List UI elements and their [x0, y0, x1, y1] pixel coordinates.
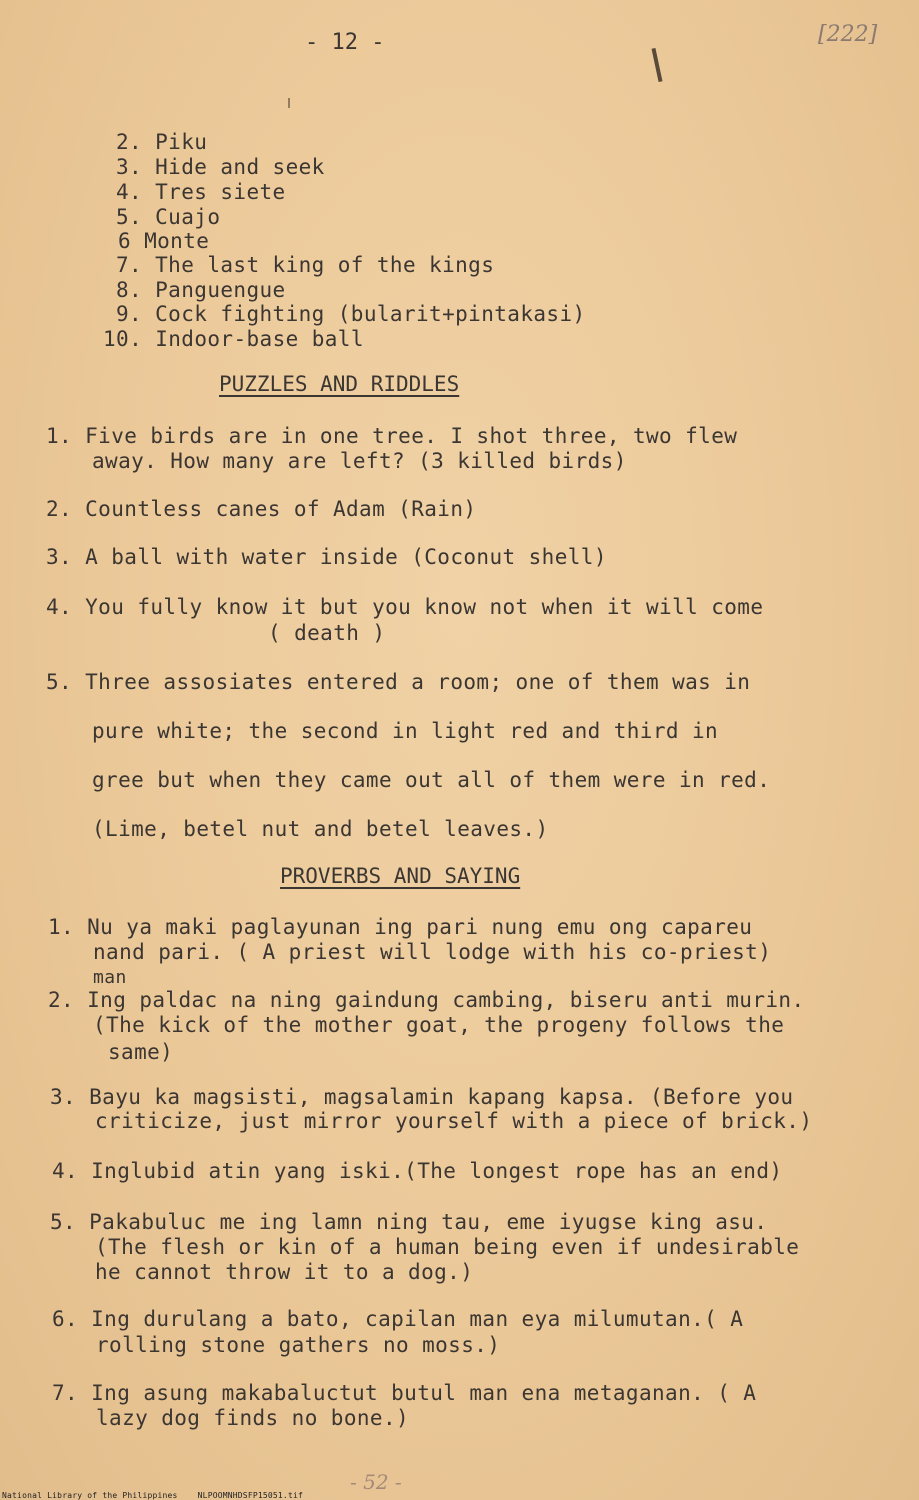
page-number: - 12 -: [305, 30, 385, 55]
ink-mark: [288, 98, 290, 108]
list-item: 10. Indoor-base ball: [103, 327, 364, 351]
ink-mark: [652, 48, 663, 82]
list-item-continuation: rolling stone gathers no moss.): [96, 1333, 501, 1357]
list-item: 4. Tres siete: [116, 180, 286, 204]
list-item-continuation: (The flesh or kin of a human being even if undesirable: [95, 1235, 800, 1259]
list-item: 3. Bayu ka magsisti, magsalamin kapang kapsa. (Before you: [50, 1085, 794, 1109]
list-item-continuation: criticize, just mirror yourself with a piece of brick.): [95, 1109, 813, 1133]
list-item-continuation: pure white; the second in light red and third in: [92, 719, 719, 743]
list-item-continuation: ( death ): [268, 621, 386, 645]
list-item: 1. Nu ya maki paglayunan ing pari nung emu ong capareu: [48, 915, 753, 939]
list-item: 4. Inglubid atin yang iski.(The longest rope has an end): [52, 1159, 783, 1183]
list-item: 7. The last king of the kings: [116, 253, 495, 277]
handwritten-reference: [222]: [818, 22, 878, 47]
scan-filename: NLPOOMNHDSFP15051.tif: [197, 1491, 304, 1500]
list-item: 2. Piku: [116, 130, 208, 154]
list-item-continuation: (Lime, betel nut and betel leaves.): [92, 817, 549, 841]
library-name: National Library of the Philippines: [2, 1491, 178, 1500]
list-item-continuation: (The kick of the mother goat, the progeny follows the: [93, 1013, 785, 1037]
list-item-continuation: lazy dog finds no bone.): [96, 1406, 410, 1430]
list-item-continuation: man: [93, 967, 127, 988]
list-item: 7. Ing asung makabaluctut butul man ena metaganan. ( A: [52, 1381, 757, 1405]
list-item: 5. Cuajo: [116, 205, 221, 229]
list-item: 6 Monte: [118, 229, 210, 253]
list-item: 2. Countless canes of Adam (Rain): [46, 497, 477, 521]
bottom-page-number: - 52 -: [350, 1470, 402, 1494]
list-item: 6. Ing durulang a bato, capilan man eya milumutan.( A: [52, 1307, 744, 1331]
list-item: 5. Three assosiates entered a room; one of them was in: [46, 670, 751, 694]
list-item-continuation: he cannot throw it to a dog.): [95, 1260, 474, 1284]
list-item: 4. You fully know it but you know not when it will come: [46, 595, 764, 619]
list-item: 3. Hide and seek: [116, 155, 325, 179]
list-item: 2. Ing paldac na ning gaindung cambing, biseru anti murin.: [48, 988, 805, 1012]
list-item-continuation: gree but when they came out all of them were in red.: [92, 768, 771, 792]
list-item: 8. Panguengue: [116, 278, 286, 302]
riddles-heading: PUZZLES AND RIDDLES: [219, 372, 460, 396]
list-item-continuation: same): [108, 1040, 174, 1064]
list-item-continuation: away. How many are left? (3 killed birds): [92, 449, 627, 473]
scan-footer: [2, 1491, 303, 1500]
list-item: 3. A ball with water inside (Coconut shell): [46, 545, 607, 569]
proverbs-heading: PROVERBS AND SAYING: [280, 864, 521, 888]
list-item-continuation: nand pari. ( A priest will lodge with his co-priest): [93, 940, 772, 964]
list-item: 9. Cock fighting (bularit+pintakasi): [116, 302, 586, 326]
list-item: 1. Five birds are in one tree. I shot three, two flew: [46, 424, 738, 448]
list-item: 5. Pakabuluc me ing lamn ning tau, eme iyugse king asu.: [50, 1210, 768, 1234]
